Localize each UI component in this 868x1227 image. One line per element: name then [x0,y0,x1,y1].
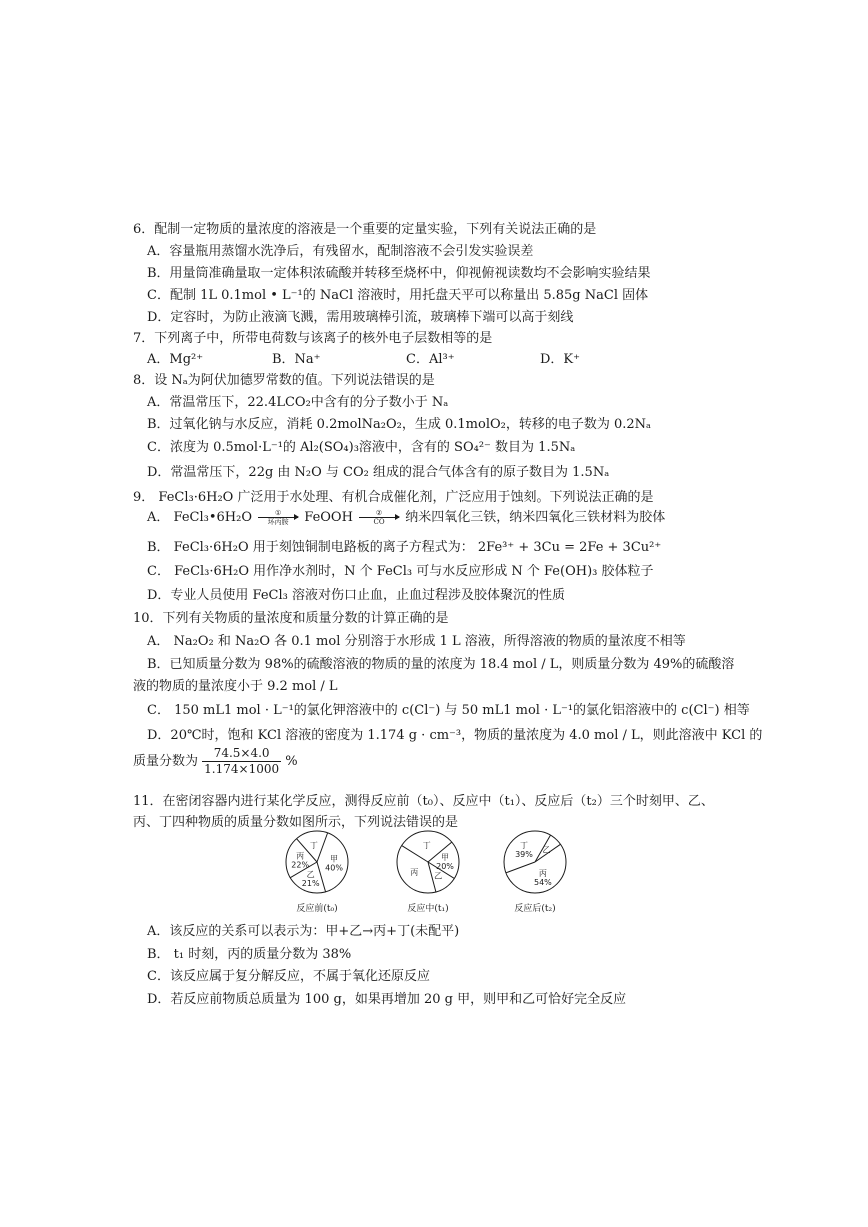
pie-slice-value: 39% [515,849,533,859]
pie-chart-t1 [393,829,463,914]
pie-caption-t2: 反应后(t₂) [514,904,556,914]
pie-slice-label: 甲 [330,854,339,864]
pie-svg-t0 [284,829,350,895]
q7-stem: 7．下列离子中，所带电荷数与该离子的核外电子层数相等的是 [133,331,493,346]
q8-option-a: A．常温常压下，22.4LCO₂中含有的分子数小于 Nₐ [147,395,449,410]
pie-slice-label: 丙 [538,869,547,879]
q10-stem: 10．下列有关物质的量浓度和质量分数的计算正确的是 [133,611,449,626]
pie-slice-value: 20% [436,861,454,871]
q6-stem: 6．配制一定物质的量浓度的溶液是一个重要的定量实验，下列有关说法正确的是 [133,222,597,237]
pie-slice-value: 22% [291,860,310,870]
pie-svg-t2 [502,829,568,895]
pie-chart-t0 [282,829,352,914]
arrow-2-bottom: CO [373,518,385,526]
q9-a-product: 纳米四氧化三铁，纳米四氧化三铁材料为胶体 [405,510,666,525]
pie-slice-label: 乙 [306,869,315,879]
q9-stem: 9． FeCl₃·6H₂O 广泛用于水处理、有机合成催化剂，广泛应用于蚀刻。下列说法正确的是 [133,490,654,505]
arrow-2-top: ② [375,509,383,517]
pie-slice-label: 丁 [422,840,431,850]
q10-d-prefix: 质量分数为 [133,754,199,769]
pie-slice-label: 丁 [519,840,528,850]
q6-option-a: A．容量瓶用蒸馏水洗净后，有残留水，配制溶液不会引发实验误差 [147,244,534,259]
q9-option-d: D．专业人员使用 FeCl₃ 溶液对伤口止血，止血过程涉及胶体聚沉的性质 [147,588,566,603]
q11-option-b: B． t₁ 时刻，丙的质量分数为 38% [147,947,352,962]
q7-option-c: C．Al³⁺ [406,352,455,367]
q11-stem-line2: 丙、丁四种物质的质量分数如图所示，下列说法错误的是 [133,815,459,830]
q10-d-suffix: % [285,754,298,769]
q7-option-d: D．K⁺ [540,352,580,367]
q10-option-b-line1: B．已知质量分数为 98%的硫酸溶液的物质的量的浓度为 18.4 mol / L，则质量分数为 49%的硫酸溶 [147,657,735,672]
q9-a-intermediate: FeOOH [304,510,353,525]
q10-option-c: C． 150 mL1 mol · L⁻¹的氯化钾溶液中的 c(Cl⁻) 与 50 mL1 mol · L⁻¹的氯化铝溶液中的 c(Cl⁻) 相等 [147,703,750,718]
pie-slice-label: 乙 [542,845,551,855]
arrow-1-bottom: 环丙胺 [267,518,289,526]
q9-option-b: B． FeCl₃·6H₂O 用于刻蚀铜制电路板的离子方程式为： 2Fe³⁺ + 3Cu = 2Fe + 3Cu²⁺ [147,540,662,555]
q6-option-c: C．配制 1L 0.1mol • L⁻¹的 NaCl 溶液时，用托盘天平可以称量出 5.85g NaCl 固体 [147,288,649,303]
q11-option-a: A．该反应的关系可以表示为：甲+乙→丙+丁(未配平) [147,924,460,939]
q8-option-d: D．常温常压下，22g 由 N₂O 与 CO₂ 组成的混合气体含有的原子数目为 1.5Nₐ [147,465,610,480]
pie-slice-label: 丙 [296,851,305,861]
q7-option-b: B．Na⁺ [272,352,321,367]
q10-option-a: A． Na₂O₂ 和 Na₂O 各 0.1 mol 分别溶于水形成 1 L 溶液，所得溶液的物质的量浓度不相等 [147,634,686,649]
pie-chart-t2 [500,829,570,914]
q11-stem-line1: 11．在密闭容器内进行某化学反应，测得反应前（t₀）、反应中（t₁）、反应后（t₂）三个时刻甲、乙、 [133,794,714,809]
q6-option-b: B．用量筒准确量取一定体积浓硫酸并转移至烧杯中，仰视俯视读数均不会影响实验结果 [147,266,651,281]
pie-slice-label: 甲 [441,852,450,862]
q10-option-d-line1: D．20℃时，饱和 KCl 溶液的密度为 1.174 g · cm⁻³，物质的量浓度为 4.0 mol / L，则此溶液中 KCl 的 [147,728,763,743]
pie-slice-label: 丁 [309,841,318,851]
q10-option-d-line2 [133,746,298,777]
q11-option-d: D．若反应前物质总质量为 100 g，如果再增加 20 g 甲，则甲和乙可恰好完全反应 [147,992,627,1007]
arrow-1-top: ① [274,509,282,517]
pie-slice-label: 乙 [434,871,443,881]
q8-option-b: B．过氧化钠与水反应，消耗 0.2molNa₂O₂，生成 0.1molO₂，转移的电子数为 0.2Nₐ [147,417,652,432]
q8-option-c: C．浓度为 0.5mol·L⁻¹的 Al₂(SO₄)₃溶液中，含有的 SO₄²⁻ 数目为 1.5Nₐ [147,440,576,455]
q8-stem: 8．设 Nₐ为阿伏加德罗常数的值。下列说法错误的是 [133,373,435,388]
q11-option-c: C．该反应属于复分解反应，不属于氧化还原反应 [147,969,430,984]
pie-caption-t1: 反应中(t₁) [407,904,449,914]
pie-slice-value: 21% [301,878,320,888]
pie-svg-t1 [395,829,461,895]
reaction-arrow-2 [359,509,399,526]
q7-option-a: A．Mg²⁺ [147,352,204,367]
q9-a-reactant: A． FeCl₃•6H₂O [147,510,252,525]
pie-caption-t0: 反应前(t₀) [296,904,338,914]
pie-slice-label: 丙 [410,868,419,878]
q9-option-a [147,506,665,526]
fraction-numerator: 74.5×4.0 [202,746,281,762]
pie-slice-value: 54% [534,878,552,888]
reaction-arrow-1 [258,509,298,526]
q6-option-d: D．定容时，为防止液滴飞溅，需用玻璃棒引流，玻璃棒下端可以高于刻线 [147,310,574,325]
fraction-denominator: 1.174×1000 [204,762,280,776]
mass-fraction-formula [202,746,281,777]
q9-option-c: C． FeCl₃·6H₂O 用作净水剂时，N 个 FeCl₃ 可与水反应形成 N 个 Fe(OH)₃ 胶体粒子 [147,564,654,579]
pie-slice-value: 40% [325,863,343,873]
q10-option-b-line2: 液的物质的量浓度小于 9.2 mol / L [133,679,338,694]
